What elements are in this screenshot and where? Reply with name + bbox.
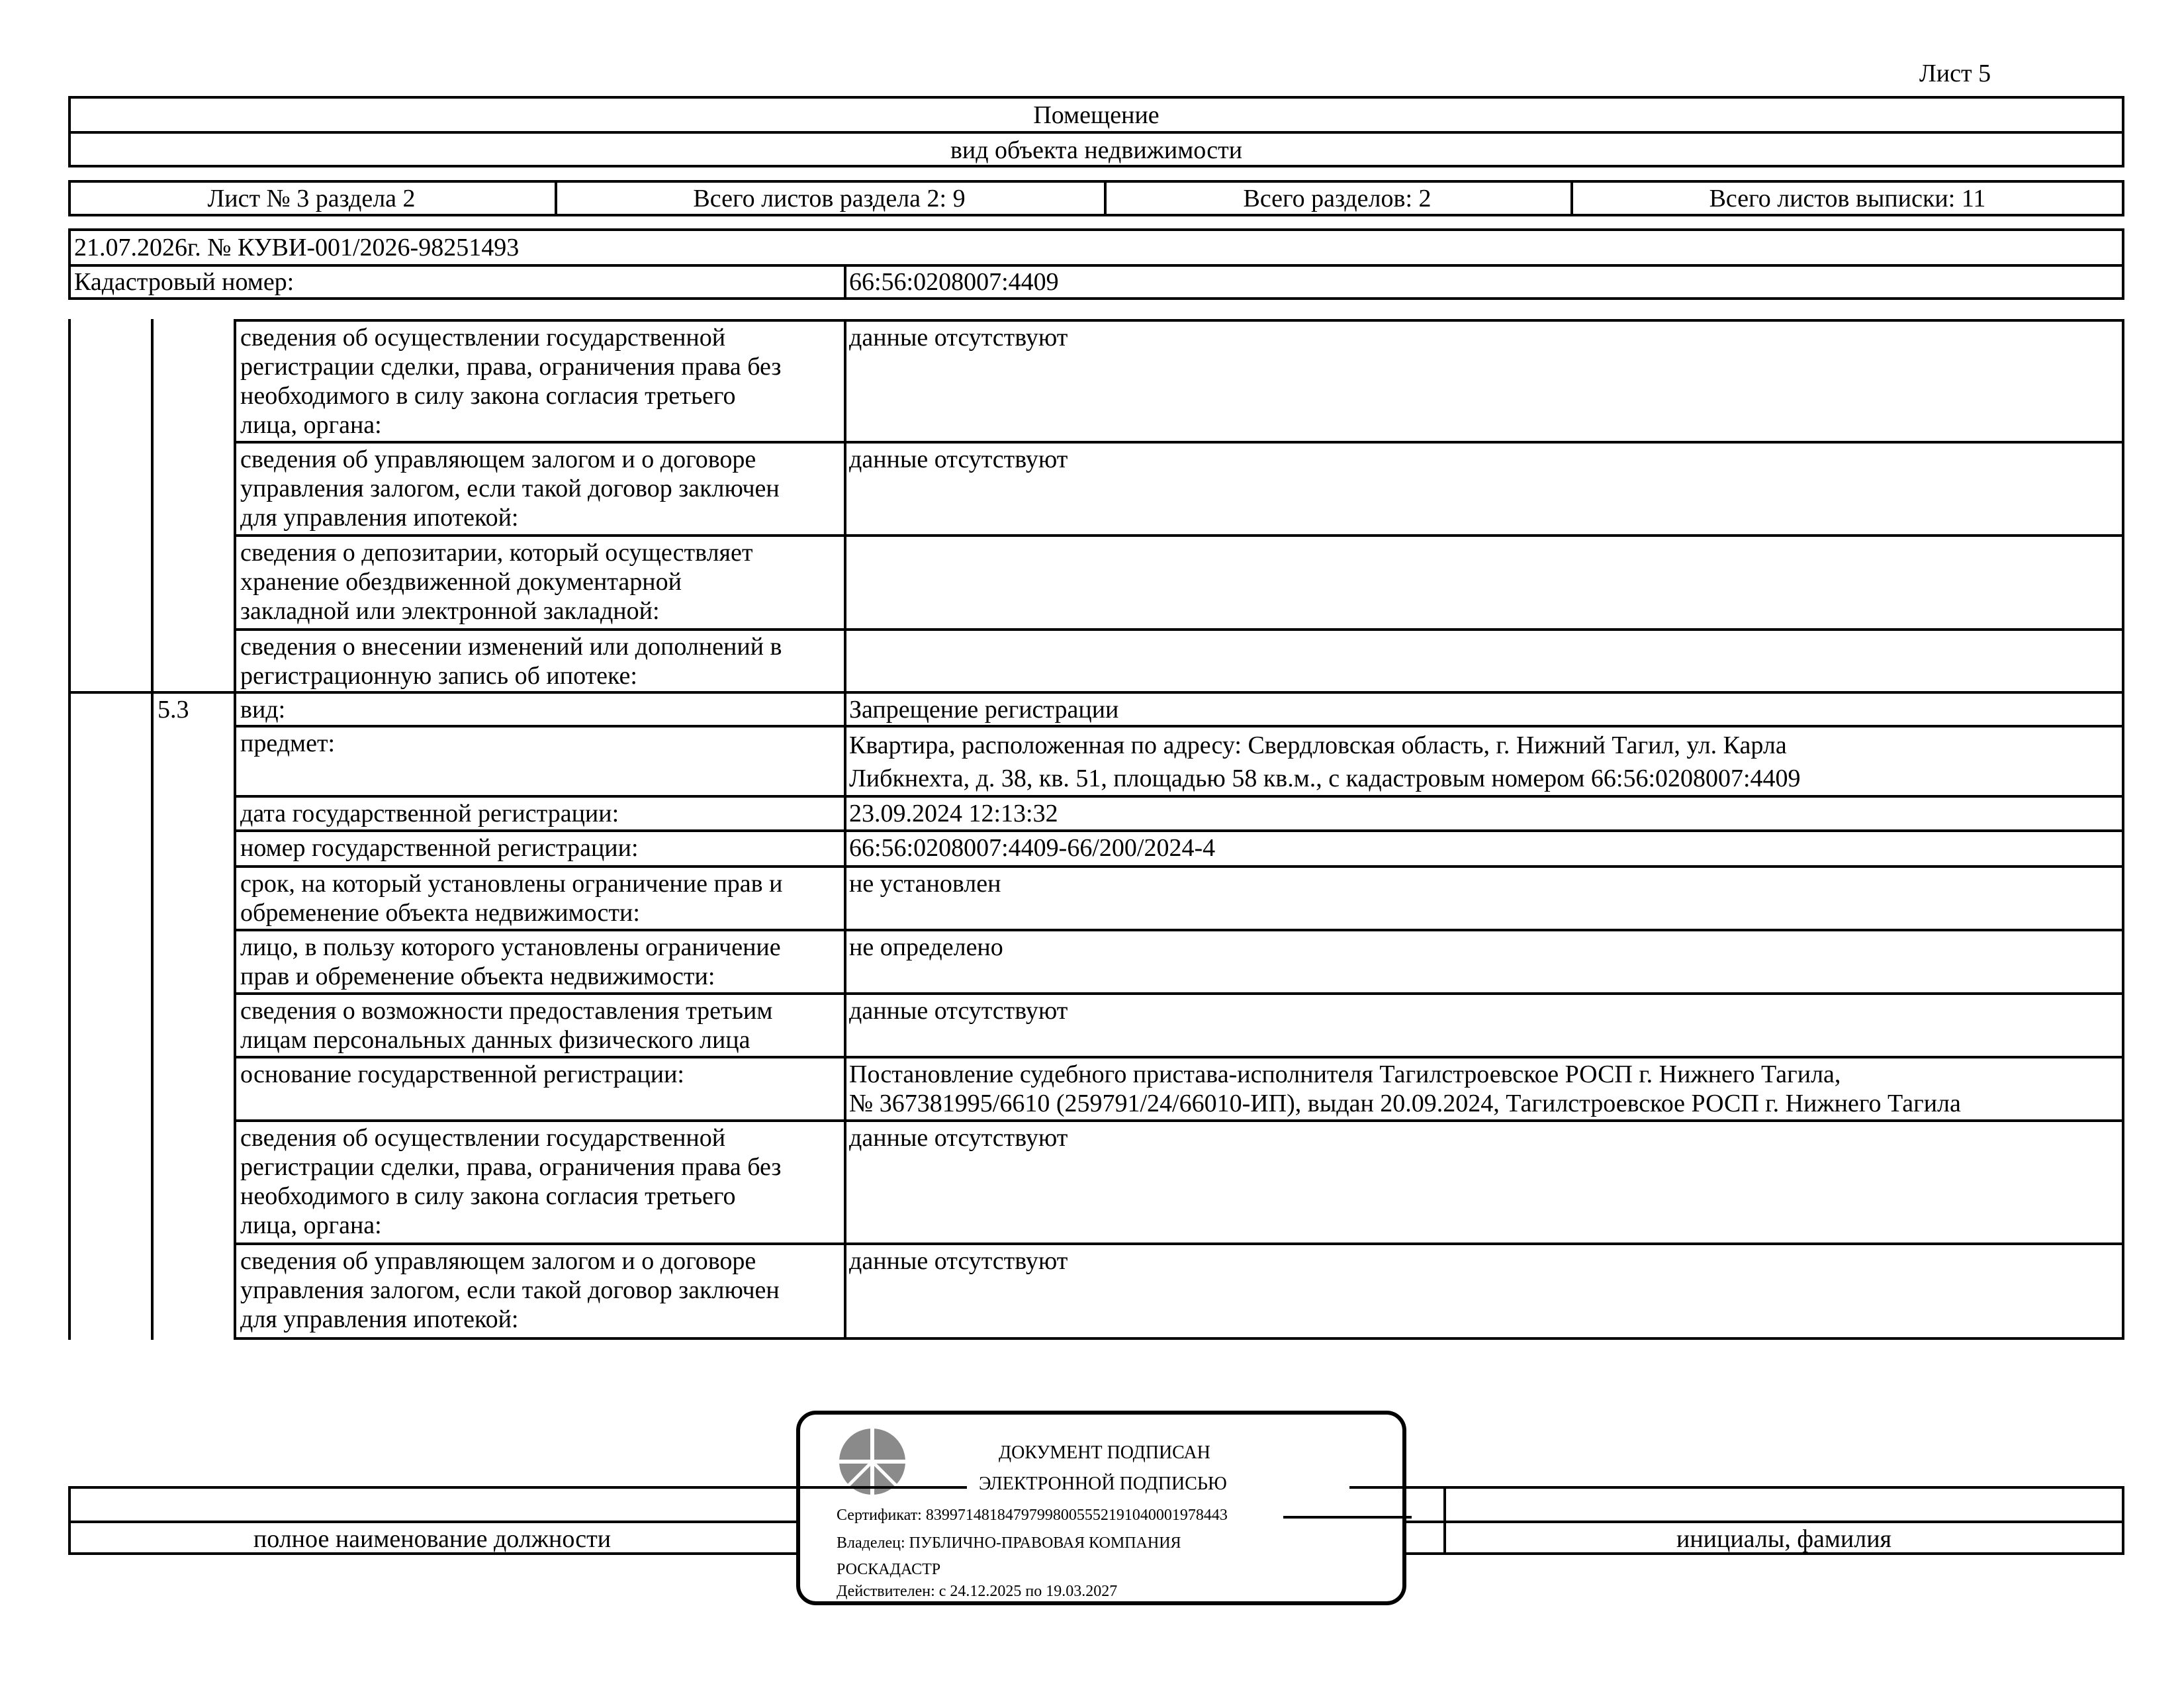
record-label: дата государственной регистрации: bbox=[240, 800, 619, 827]
record-label: сведения об осуществлении государственной регистрации сделки, права, ограничения права без необходимого в силу закона согласия третьего лица, органа: bbox=[240, 1124, 782, 1239]
record-label: сведения о депозитарии, который осуществляет хранение обездвиженной документарной закладной или электронной закладной: bbox=[240, 539, 753, 625]
record-value: Постановление судебного пристава-исполнителя Тагилстроевское РОСП г. Нижнего Тагила, № 367381995/6610 (259791/24/66010-ИП), выдан 20.09.2024, Тагилстроевское РОСП г. Нижнего Тагила bbox=[849, 1060, 1961, 1117]
record-label: основание государственной регистрации: bbox=[240, 1060, 684, 1088]
stamp-certificate: Сертификат: 83997148184797998005552191040001978443 bbox=[837, 1507, 1228, 1524]
record-value: данные отсутствуют bbox=[849, 1247, 1068, 1275]
record-value: данные отсутствуют bbox=[849, 1124, 1068, 1152]
record-value: 23.09.2024 12:13:32 bbox=[849, 800, 1058, 827]
cadastral-value: 66:56:0208007:4409 bbox=[849, 268, 1059, 296]
cadastral-label: Кадастровый номер: bbox=[74, 268, 295, 296]
stamp-owner: Владелец: ПУБЛИЧНО-ПРАВОВАЯ КОМПАНИЯ bbox=[837, 1534, 1181, 1552]
stamp-owner-2: РОСКАДАСТР bbox=[837, 1561, 941, 1578]
record-value: 66:56:0208007:4409-66/200/2024-4 bbox=[849, 834, 1216, 862]
object-type: Помещение bbox=[1033, 101, 1160, 129]
stamp-line-2: ЭЛЕКТРОННОЙ ПОДПИСЬЮ bbox=[979, 1474, 1227, 1494]
stamp-line-1: ДОКУМЕНТ ПОДПИСАН bbox=[999, 1442, 1210, 1463]
object-type-caption: вид объекта недвижимости bbox=[950, 136, 1243, 164]
record-label: сведения об осуществлении государственной регистрации сделки, права, ограничения права без необходимого в силу закона согласия третьего лица, органа: bbox=[240, 324, 782, 439]
record-label: предмет: bbox=[240, 729, 336, 757]
sheet-number: Лист 5 bbox=[1919, 60, 1991, 87]
initials-caption: инициалы, фамилия bbox=[1676, 1525, 1892, 1553]
record-value: данные отсутствуют bbox=[849, 997, 1068, 1025]
record-label: лицо, в пользу которого установлены ограничение прав и обременение объекта недвижимости: bbox=[240, 933, 781, 990]
section-number: 5.3 bbox=[158, 696, 189, 724]
record-value: не установлен bbox=[849, 870, 1001, 898]
record-value: данные отсутствуют bbox=[849, 445, 1068, 473]
record-label: сведения о возможности предоставления третьим лицам персональных данных физического лица bbox=[240, 997, 773, 1054]
record-label: номер государственной регистрации: bbox=[240, 834, 639, 862]
record-value: Квартира, расположенная по адресу: Свердловская область, г. Нижний Тагил, ул. Карла Либкнехта, д. 38, кв. 51, площадью 58 кв.м., с кадастровым номером 66:56:0208007:4409 bbox=[849, 731, 1801, 792]
total-sheets-section: Всего листов раздела 2: 9 bbox=[693, 185, 966, 212]
position-caption: полное наименование должности bbox=[253, 1525, 612, 1553]
record-label: сведения об управляющем залогом и о договоре управления залогом, если такой договор заключен для управления ипотекой: bbox=[240, 1247, 780, 1333]
record-value: Запрещение регистрации bbox=[849, 696, 1119, 724]
total-sections: Всего разделов: 2 bbox=[1243, 185, 1432, 212]
record-label: срок, на который установлены ограничение прав и обременение объекта недвижимости: bbox=[240, 870, 783, 927]
sheet-of-section: Лист № 3 раздела 2 bbox=[207, 185, 416, 212]
e-signature-stamp bbox=[796, 1411, 1406, 1605]
record-label: сведения об управляющем залогом и о договоре управления залогом, если такой договор заключен для управления ипотекой: bbox=[240, 445, 780, 532]
record-value: не определено bbox=[849, 933, 1003, 961]
record-value: данные отсутствуют bbox=[849, 324, 1068, 352]
doc-date-number: 21.07.2026г. № КУВИ-001/2026-98251493 bbox=[74, 234, 520, 261]
record-label: сведения о внесении изменений или дополнений в регистрационную запись об ипотеке: bbox=[240, 633, 782, 690]
stamp-valid: Действителен: с 24.12.2025 по 19.03.2027 bbox=[837, 1583, 1118, 1600]
total-sheets-extract: Всего листов выписки: 11 bbox=[1709, 185, 1986, 212]
record-label: вид: bbox=[240, 696, 286, 724]
